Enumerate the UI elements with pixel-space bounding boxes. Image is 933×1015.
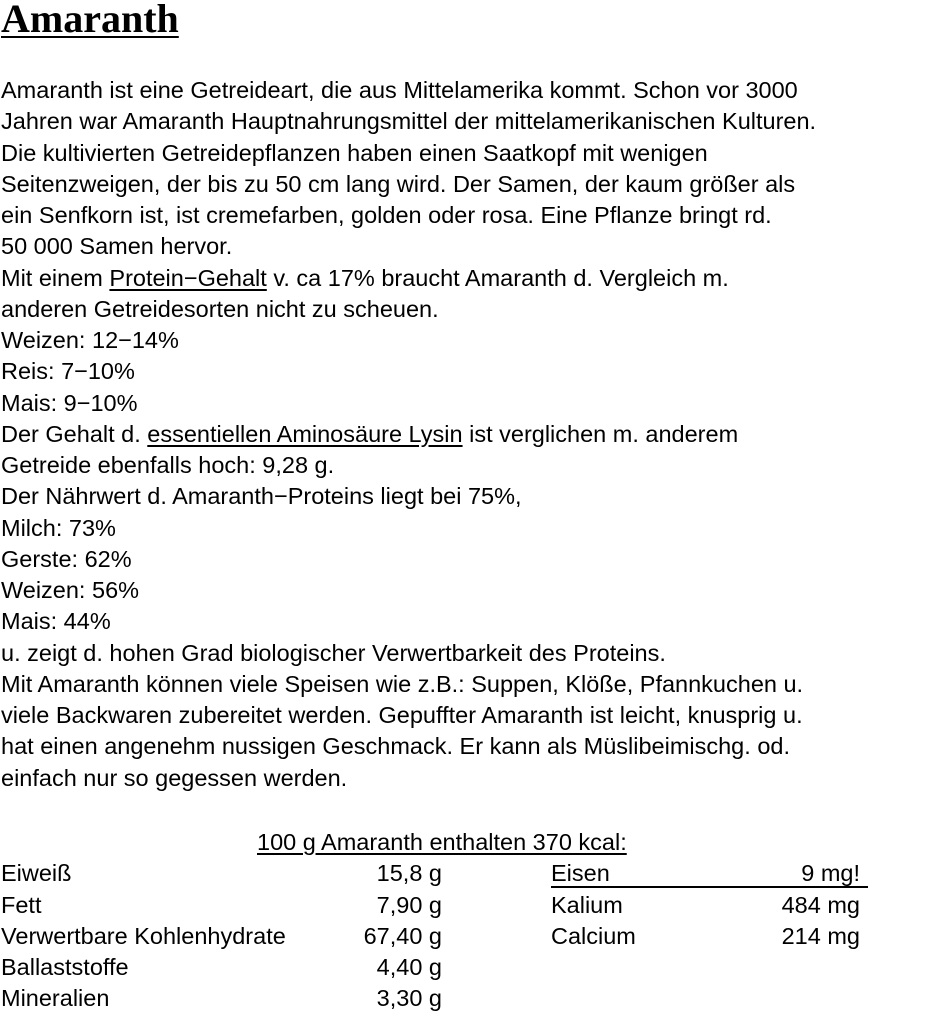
text-segment: 50 000 Samen hervor. — [1, 233, 233, 260]
text-segment: Jahren war Amaranth Hauptnahrungsmittel der mittelamerikanischen Kulturen. — [1, 108, 817, 135]
text-line — [1, 263, 933, 294]
text-line — [1, 169, 933, 200]
nutrition-caption-row — [0, 827, 933, 858]
nutrient-value: 3,30 g — [376, 985, 442, 1012]
text-segment: Mais: 9−10% — [1, 389, 138, 416]
nutrient-name: Ballaststoffe — [1, 954, 129, 980]
nutrient-name: Fett — [1, 891, 42, 918]
nutrition-caption: 100 g Amaranth enthalten 370 kcal: — [257, 829, 627, 855]
nutrition-row — [0, 858, 933, 889]
text-line — [1, 700, 933, 731]
text-line — [1, 450, 933, 481]
nutrient-value: 4,40 g — [376, 954, 442, 980]
text-segment: Reis: 7−10% — [1, 358, 135, 385]
nutrition-row — [0, 921, 933, 952]
mineral-name: Eisen — [551, 860, 610, 887]
text-segment: hat einen angenehm nussigen Geschmack. Er kann als Müslibeimischg. od. — [1, 733, 790, 760]
text-line — [1, 763, 933, 794]
text-line — [1, 669, 933, 700]
page-title: Amaranth — [1, 0, 179, 41]
text-line — [1, 106, 933, 137]
text-line — [1, 544, 933, 575]
text-segment: Weizen: 56% — [1, 577, 140, 603]
text-line — [1, 731, 933, 762]
mineral-name: Calcium — [551, 922, 636, 949]
nutrition-row — [0, 890, 933, 921]
text-line — [1, 388, 933, 419]
text-segment: u. zeigt d. hohen Grad biologischer Verwertbarkeit des Proteins. — [1, 639, 666, 666]
underlined-term: Protein−Gehalt — [109, 264, 267, 291]
text-segment: v. ca 17% braucht Amaranth d. Vergleich m. — [266, 264, 729, 291]
text-line — [1, 75, 933, 106]
text-line — [1, 200, 933, 231]
text-line — [1, 606, 933, 637]
text-segment: Mais: 44% — [1, 608, 111, 635]
text-line — [1, 419, 933, 450]
text-line — [1, 231, 933, 262]
underlined-term: essentiellen Aminosäure Lysin — [147, 420, 463, 447]
text-segment: Gerste: 62% — [1, 545, 132, 572]
text-segment: Seitenzweigen, der bis zu 50 cm lang wird. Der Samen, der kaum größer als — [1, 170, 796, 197]
text-segment: Mit Amaranth können viele Speisen wie z.B.: Suppen, Klöße, Pfannkuchen u. — [1, 670, 804, 697]
text-line — [1, 356, 933, 387]
mineral-value: 484 mg — [781, 891, 860, 918]
text-segment: viele Backwaren zubereitet werden. Gepuffter Amaranth ist leicht, knusprig u. — [1, 702, 803, 728]
text-segment: Die kultivierten Getreidepflanzen haben einen Saatkopf mit wenigen — [1, 139, 708, 166]
text-line — [1, 138, 933, 169]
text-line — [1, 294, 933, 325]
text-segment: ein Senfkorn ist, ist cremefarben, golden oder rosa. Eine Pflanze bringt rd. — [1, 202, 772, 228]
nutrient-value: 15,8 g — [376, 860, 442, 887]
text-line — [1, 513, 933, 544]
text-segment: Getreide ebenfalls hoch: 9,28 g. — [1, 452, 335, 478]
text-line — [1, 575, 933, 606]
text-segment: Mit einem — [1, 264, 110, 291]
nutrient-value: 7,90 g — [376, 891, 442, 918]
mineral-underline — [551, 886, 868, 888]
text-segment: Weizen: 12−14% — [1, 327, 179, 353]
text-line — [1, 481, 933, 512]
text-line — [1, 638, 933, 669]
article-body — [1, 75, 933, 794]
text-segment: Amaranth ist eine Getreideart, die aus Mittelamerika kommt. Schon vor 3000 — [1, 77, 798, 103]
text-segment: Der Gehalt d. — [1, 420, 148, 447]
text-line — [1, 325, 933, 356]
text-segment: einfach nur so gegessen werden. — [1, 764, 348, 791]
nutrient-value: 67,40 g — [363, 922, 442, 949]
text-segment: Milch: 73% — [1, 514, 116, 541]
text-segment: Der Nährwert d. Amaranth−Proteins liegt bei 75%, — [1, 483, 522, 510]
mineral-value: 9 mg! — [801, 860, 860, 887]
mineral-value: 214 mg — [781, 922, 860, 949]
nutrient-name: Verwertbare Kohlenhydrate — [1, 922, 286, 949]
text-segment: ist verglichen m. anderem — [462, 420, 739, 447]
mineral-name: Kalium — [551, 891, 623, 918]
nutrition-row — [0, 983, 933, 1014]
nutrient-name: Mineralien — [1, 985, 110, 1012]
nutrition-row — [0, 952, 933, 983]
nutrient-name: Eiweiß — [1, 860, 72, 887]
text-segment: anderen Getreidesorten nicht zu scheuen. — [1, 295, 439, 322]
